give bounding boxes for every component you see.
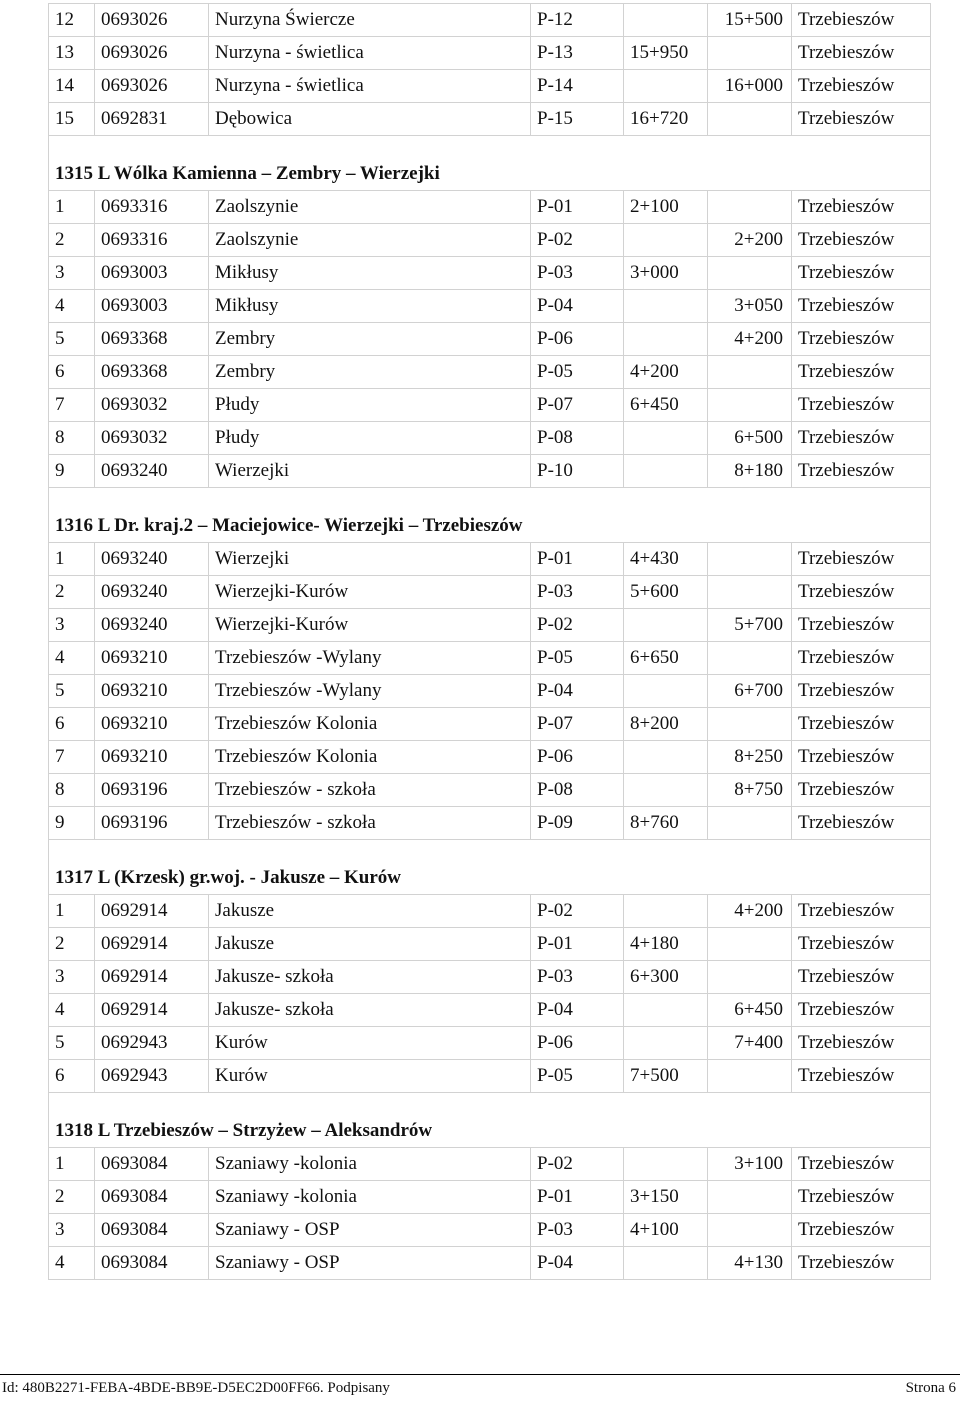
row-number-cell: 2 xyxy=(49,224,95,257)
kilometer-left-cell: 4+180 xyxy=(624,928,708,961)
stop-id-cell: P-14 xyxy=(531,70,624,103)
municipality-cell: Trzebieszów xyxy=(792,323,931,356)
municipality-cell: Trzebieszów xyxy=(792,543,931,576)
locality-code-cell: 0693084 xyxy=(95,1181,209,1214)
stop-id-cell: P-12 xyxy=(531,4,624,37)
kilometer-right-cell xyxy=(708,37,792,70)
stop-id-cell: P-02 xyxy=(531,224,624,257)
row-number-cell: 4 xyxy=(49,1247,95,1280)
kilometer-right-cell: 8+180 xyxy=(708,455,792,488)
route-title: 1315 L Wólka Kamienna – Zembry – Wierzejki xyxy=(49,158,931,191)
locality-code-cell: 0693368 xyxy=(95,356,209,389)
table-row xyxy=(49,1214,931,1247)
table-row xyxy=(49,1060,931,1093)
stop-id-cell: P-03 xyxy=(531,576,624,609)
stop-name-cell: Mikłusy xyxy=(209,257,531,290)
kilometer-left-cell: 4+100 xyxy=(624,1214,708,1247)
kilometer-left-cell xyxy=(624,4,708,37)
locality-code-cell: 0692914 xyxy=(95,994,209,1027)
row-number-cell: 5 xyxy=(49,675,95,708)
kilometer-right-cell xyxy=(708,1060,792,1093)
municipality-cell: Trzebieszów xyxy=(792,774,931,807)
section-spacer xyxy=(49,136,931,159)
locality-code-cell: 0693026 xyxy=(95,37,209,70)
row-number-cell: 8 xyxy=(49,422,95,455)
kilometer-right-cell xyxy=(708,961,792,994)
row-number-cell: 5 xyxy=(49,1027,95,1060)
stop-name-cell: Trzebieszów Kolonia xyxy=(209,741,531,774)
municipality-cell: Trzebieszów xyxy=(792,103,931,136)
kilometer-right-cell xyxy=(708,103,792,136)
kilometer-left-cell xyxy=(624,741,708,774)
spacer-cell xyxy=(49,840,931,863)
table-row xyxy=(49,389,931,422)
locality-code-cell: 0692914 xyxy=(95,928,209,961)
table-row xyxy=(49,708,931,741)
table-row xyxy=(49,422,931,455)
kilometer-left-cell: 7+500 xyxy=(624,1060,708,1093)
locality-code-cell: 0693210 xyxy=(95,741,209,774)
table-row xyxy=(49,4,931,37)
municipality-cell: Trzebieszów xyxy=(792,961,931,994)
stop-name-cell: Nurzyna Świercze xyxy=(209,4,531,37)
kilometer-right-cell: 8+750 xyxy=(708,774,792,807)
spacer-cell xyxy=(49,1093,931,1116)
locality-code-cell: 0693316 xyxy=(95,191,209,224)
stop-id-cell: P-01 xyxy=(531,543,624,576)
route-title: 1316 L Dr. kraj.2 – Maciejowice- Wierzejki – Trzebieszów xyxy=(49,510,931,543)
kilometer-left-cell: 6+300 xyxy=(624,961,708,994)
municipality-cell: Trzebieszów xyxy=(792,741,931,774)
locality-code-cell: 0693032 xyxy=(95,422,209,455)
kilometer-left-cell xyxy=(624,994,708,1027)
stop-name-cell: Jakusze xyxy=(209,928,531,961)
bus-stops-table xyxy=(48,3,931,1280)
spacer-cell xyxy=(49,488,931,511)
municipality-cell: Trzebieszów xyxy=(792,290,931,323)
row-number-cell: 12 xyxy=(49,4,95,37)
stop-id-cell: P-02 xyxy=(531,609,624,642)
kilometer-right-cell: 15+500 xyxy=(708,4,792,37)
row-number-cell: 8 xyxy=(49,774,95,807)
kilometer-right-cell xyxy=(708,356,792,389)
page-footer xyxy=(0,1374,960,1399)
table-row xyxy=(49,576,931,609)
kilometer-left-cell xyxy=(624,70,708,103)
kilometer-left-cell xyxy=(624,455,708,488)
row-number-cell: 3 xyxy=(49,1214,95,1247)
locality-code-cell: 0693210 xyxy=(95,642,209,675)
stop-name-cell: Wierzejki-Kurów xyxy=(209,576,531,609)
table-row xyxy=(49,774,931,807)
table-row xyxy=(49,191,931,224)
stop-name-cell: Jakusze xyxy=(209,895,531,928)
row-number-cell: 6 xyxy=(49,356,95,389)
table-row xyxy=(49,70,931,103)
stop-id-cell: P-04 xyxy=(531,675,624,708)
municipality-cell: Trzebieszów xyxy=(792,576,931,609)
stop-name-cell: Trzebieszów -Wylany xyxy=(209,642,531,675)
stop-id-cell: P-05 xyxy=(531,642,624,675)
row-number-cell: 4 xyxy=(49,642,95,675)
locality-code-cell: 0692831 xyxy=(95,103,209,136)
table-row xyxy=(49,961,931,994)
table-row xyxy=(49,675,931,708)
kilometer-right-cell: 5+700 xyxy=(708,609,792,642)
municipality-cell: Trzebieszów xyxy=(792,708,931,741)
locality-code-cell: 0693210 xyxy=(95,675,209,708)
municipality-cell: Trzebieszów xyxy=(792,609,931,642)
stop-id-cell: P-08 xyxy=(531,774,624,807)
kilometer-left-cell xyxy=(624,1148,708,1181)
municipality-cell: Trzebieszów xyxy=(792,257,931,290)
locality-code-cell: 0693210 xyxy=(95,708,209,741)
locality-code-cell: 0693240 xyxy=(95,455,209,488)
locality-code-cell: 0693240 xyxy=(95,609,209,642)
table-row xyxy=(49,741,931,774)
kilometer-right-cell: 4+200 xyxy=(708,323,792,356)
stop-id-cell: P-05 xyxy=(531,1060,624,1093)
row-number-cell: 2 xyxy=(49,1181,95,1214)
kilometer-left-cell: 4+200 xyxy=(624,356,708,389)
row-number-cell: 9 xyxy=(49,807,95,840)
kilometer-right-cell: 4+200 xyxy=(708,895,792,928)
table-row xyxy=(49,455,931,488)
kilometer-right-cell: 3+100 xyxy=(708,1148,792,1181)
table-row xyxy=(49,103,931,136)
stop-name-cell: Trzebieszów Kolonia xyxy=(209,708,531,741)
kilometer-right-cell xyxy=(708,708,792,741)
kilometer-right-cell: 8+250 xyxy=(708,741,792,774)
municipality-cell: Trzebieszów xyxy=(792,389,931,422)
stop-id-cell: P-07 xyxy=(531,389,624,422)
kilometer-left-cell: 8+200 xyxy=(624,708,708,741)
municipality-cell: Trzebieszów xyxy=(792,1060,931,1093)
municipality-cell: Trzebieszów xyxy=(792,1181,931,1214)
kilometer-right-cell: 16+000 xyxy=(708,70,792,103)
municipality-cell: Trzebieszów xyxy=(792,422,931,455)
municipality-cell: Trzebieszów xyxy=(792,642,931,675)
table-row xyxy=(49,642,931,675)
table-row xyxy=(49,807,931,840)
locality-code-cell: 0693003 xyxy=(95,290,209,323)
stop-id-cell: P-06 xyxy=(531,741,624,774)
row-number-cell: 1 xyxy=(49,543,95,576)
stop-id-cell: P-04 xyxy=(531,290,624,323)
municipality-cell: Trzebieszów xyxy=(792,675,931,708)
stop-id-cell: P-05 xyxy=(531,356,624,389)
kilometer-left-cell: 6+450 xyxy=(624,389,708,422)
kilometer-right-cell: 6+500 xyxy=(708,422,792,455)
section-spacer xyxy=(49,488,931,511)
stop-name-cell: Wierzejki xyxy=(209,455,531,488)
table-row xyxy=(49,1027,931,1060)
kilometer-left-cell xyxy=(624,895,708,928)
municipality-cell: Trzebieszów xyxy=(792,1027,931,1060)
stop-id-cell: P-01 xyxy=(531,1181,624,1214)
row-number-cell: 4 xyxy=(49,290,95,323)
municipality-cell: Trzebieszów xyxy=(792,1214,931,1247)
stop-id-cell: P-08 xyxy=(531,422,624,455)
row-number-cell: 13 xyxy=(49,37,95,70)
kilometer-left-cell: 2+100 xyxy=(624,191,708,224)
kilometer-left-cell xyxy=(624,609,708,642)
locality-code-cell: 0693032 xyxy=(95,389,209,422)
locality-code-cell: 0693084 xyxy=(95,1214,209,1247)
stop-name-cell: Jakusze- szkoła xyxy=(209,994,531,1027)
kilometer-left-cell: 16+720 xyxy=(624,103,708,136)
stop-name-cell: Nurzyna - świetlica xyxy=(209,70,531,103)
stop-id-cell: P-04 xyxy=(531,1247,624,1280)
row-number-cell: 6 xyxy=(49,1060,95,1093)
stop-id-cell: P-02 xyxy=(531,895,624,928)
stop-id-cell: P-03 xyxy=(531,1214,624,1247)
table-row xyxy=(49,895,931,928)
kilometer-right-cell: 6+700 xyxy=(708,675,792,708)
row-number-cell: 5 xyxy=(49,323,95,356)
municipality-cell: Trzebieszów xyxy=(792,928,931,961)
kilometer-left-cell: 4+430 xyxy=(624,543,708,576)
table-row xyxy=(49,224,931,257)
stop-name-cell: Płudy xyxy=(209,389,531,422)
kilometer-left-cell xyxy=(624,675,708,708)
locality-code-cell: 0693026 xyxy=(95,70,209,103)
row-number-cell: 3 xyxy=(49,609,95,642)
stop-id-cell: P-06 xyxy=(531,323,624,356)
stop-name-cell: Trzebieszów - szkoła xyxy=(209,807,531,840)
row-number-cell: 7 xyxy=(49,741,95,774)
stop-name-cell: Wierzejki xyxy=(209,543,531,576)
municipality-cell: Trzebieszów xyxy=(792,807,931,840)
table-row xyxy=(49,257,931,290)
kilometer-left-cell: 5+600 xyxy=(624,576,708,609)
kilometer-right-cell: 4+130 xyxy=(708,1247,792,1280)
table-row xyxy=(49,543,931,576)
stop-name-cell: Trzebieszów -Wylany xyxy=(209,675,531,708)
stop-id-cell: P-04 xyxy=(531,994,624,1027)
stop-id-cell: P-06 xyxy=(531,1027,624,1060)
kilometer-left-cell: 6+650 xyxy=(624,642,708,675)
stop-id-cell: P-01 xyxy=(531,928,624,961)
kilometer-left-cell: 8+760 xyxy=(624,807,708,840)
locality-code-cell: 0692943 xyxy=(95,1027,209,1060)
row-number-cell: 6 xyxy=(49,708,95,741)
kilometer-left-cell: 15+950 xyxy=(624,37,708,70)
row-number-cell: 4 xyxy=(49,994,95,1027)
locality-code-cell: 0693240 xyxy=(95,543,209,576)
stop-name-cell: Szaniawy - OSP xyxy=(209,1214,531,1247)
stop-name-cell: Wierzejki-Kurów xyxy=(209,609,531,642)
locality-code-cell: 0692914 xyxy=(95,895,209,928)
kilometer-left-cell xyxy=(624,1027,708,1060)
stop-name-cell: Zembry xyxy=(209,356,531,389)
spacer-cell xyxy=(49,136,931,159)
kilometer-right-cell xyxy=(708,807,792,840)
table-row xyxy=(49,290,931,323)
stop-id-cell: P-09 xyxy=(531,807,624,840)
kilometer-right-cell xyxy=(708,1181,792,1214)
row-number-cell: 2 xyxy=(49,576,95,609)
row-number-cell: 1 xyxy=(49,895,95,928)
row-number-cell: 7 xyxy=(49,389,95,422)
stop-name-cell: Kurów xyxy=(209,1060,531,1093)
row-number-cell: 2 xyxy=(49,928,95,961)
municipality-cell: Trzebieszów xyxy=(792,37,931,70)
locality-code-cell: 0693316 xyxy=(95,224,209,257)
section-spacer xyxy=(49,1093,931,1116)
municipality-cell: Trzebieszów xyxy=(792,356,931,389)
stop-name-cell: Zembry xyxy=(209,323,531,356)
locality-code-cell: 0692914 xyxy=(95,961,209,994)
stop-name-cell: Szaniawy -kolonia xyxy=(209,1181,531,1214)
municipality-cell: Trzebieszów xyxy=(792,4,931,37)
route-header-row xyxy=(49,158,931,191)
row-number-cell: 14 xyxy=(49,70,95,103)
municipality-cell: Trzebieszów xyxy=(792,1148,931,1181)
table-row xyxy=(49,928,931,961)
table-row xyxy=(49,37,931,70)
municipality-cell: Trzebieszów xyxy=(792,191,931,224)
stop-id-cell: P-13 xyxy=(531,37,624,70)
locality-code-cell: 0692943 xyxy=(95,1060,209,1093)
row-number-cell: 1 xyxy=(49,191,95,224)
kilometer-right-cell xyxy=(708,543,792,576)
table-row xyxy=(49,323,931,356)
kilometer-left-cell xyxy=(624,422,708,455)
kilometer-right-cell xyxy=(708,257,792,290)
row-number-cell: 9 xyxy=(49,455,95,488)
stop-name-cell: Trzebieszów - szkoła xyxy=(209,774,531,807)
table-row xyxy=(49,356,931,389)
stop-name-cell: Kurów xyxy=(209,1027,531,1060)
stop-id-cell: P-10 xyxy=(531,455,624,488)
stop-id-cell: P-02 xyxy=(531,1148,624,1181)
stop-name-cell: Nurzyna - świetlica xyxy=(209,37,531,70)
municipality-cell: Trzebieszów xyxy=(792,994,931,1027)
stop-id-cell: P-07 xyxy=(531,708,624,741)
locality-code-cell: 0693196 xyxy=(95,774,209,807)
stop-id-cell: P-15 xyxy=(531,103,624,136)
row-number-cell: 1 xyxy=(49,1148,95,1181)
stop-name-cell: Mikłusy xyxy=(209,290,531,323)
table-row xyxy=(49,994,931,1027)
stop-id-cell: P-01 xyxy=(531,191,624,224)
document-id: Id: 480B2271-FEBA-4BDE-BB9E-D5EC2D00FF66. Podpisany xyxy=(2,1380,390,1396)
locality-code-cell: 0693026 xyxy=(95,4,209,37)
kilometer-left-cell xyxy=(624,290,708,323)
route-header-row xyxy=(49,510,931,543)
kilometer-right-cell xyxy=(708,576,792,609)
stop-name-cell: Dębowica xyxy=(209,103,531,136)
kilometer-right-cell: 3+050 xyxy=(708,290,792,323)
stop-name-cell: Jakusze- szkoła xyxy=(209,961,531,994)
route-header-row xyxy=(49,1115,931,1148)
municipality-cell: Trzebieszów xyxy=(792,455,931,488)
municipality-cell: Trzebieszów xyxy=(792,70,931,103)
table-body xyxy=(49,4,931,1280)
kilometer-right-cell xyxy=(708,1214,792,1247)
table-row xyxy=(49,1247,931,1280)
kilometer-left-cell xyxy=(624,1247,708,1280)
locality-code-cell: 0693368 xyxy=(95,323,209,356)
page-number: Strona 6 xyxy=(905,1380,956,1396)
stop-id-cell: P-03 xyxy=(531,257,624,290)
stop-name-cell: Płudy xyxy=(209,422,531,455)
kilometer-right-cell: 6+450 xyxy=(708,994,792,1027)
kilometer-left-cell xyxy=(624,323,708,356)
municipality-cell: Trzebieszów xyxy=(792,224,931,257)
route-header-row xyxy=(49,862,931,895)
route-title: 1317 L (Krzesk) gr.woj. - Jakusze – Kurów xyxy=(49,862,931,895)
stop-name-cell: Zaolszynie xyxy=(209,224,531,257)
table-row xyxy=(49,1148,931,1181)
kilometer-right-cell: 2+200 xyxy=(708,224,792,257)
locality-code-cell: 0693084 xyxy=(95,1148,209,1181)
kilometer-right-cell: 7+400 xyxy=(708,1027,792,1060)
kilometer-right-cell xyxy=(708,928,792,961)
locality-code-cell: 0693196 xyxy=(95,807,209,840)
row-number-cell: 15 xyxy=(49,103,95,136)
kilometer-right-cell xyxy=(708,642,792,675)
kilometer-left-cell: 3+000 xyxy=(624,257,708,290)
municipality-cell: Trzebieszów xyxy=(792,895,931,928)
route-title: 1318 L Trzebieszów – Strzyżew – Aleksandrów xyxy=(49,1115,931,1148)
stop-name-cell: Szaniawy -kolonia xyxy=(209,1148,531,1181)
locality-code-cell: 0693240 xyxy=(95,576,209,609)
row-number-cell: 3 xyxy=(49,961,95,994)
municipality-cell: Trzebieszów xyxy=(792,1247,931,1280)
kilometer-right-cell xyxy=(708,389,792,422)
row-number-cell: 3 xyxy=(49,257,95,290)
stop-id-cell: P-03 xyxy=(531,961,624,994)
stop-name-cell: Zaolszynie xyxy=(209,191,531,224)
kilometer-left-cell xyxy=(624,774,708,807)
stop-name-cell: Szaniawy - OSP xyxy=(209,1247,531,1280)
kilometer-left-cell: 3+150 xyxy=(624,1181,708,1214)
section-spacer xyxy=(49,840,931,863)
locality-code-cell: 0693084 xyxy=(95,1247,209,1280)
kilometer-left-cell xyxy=(624,224,708,257)
locality-code-cell: 0693003 xyxy=(95,257,209,290)
table-row xyxy=(49,1181,931,1214)
kilometer-right-cell xyxy=(708,191,792,224)
table-row xyxy=(49,609,931,642)
